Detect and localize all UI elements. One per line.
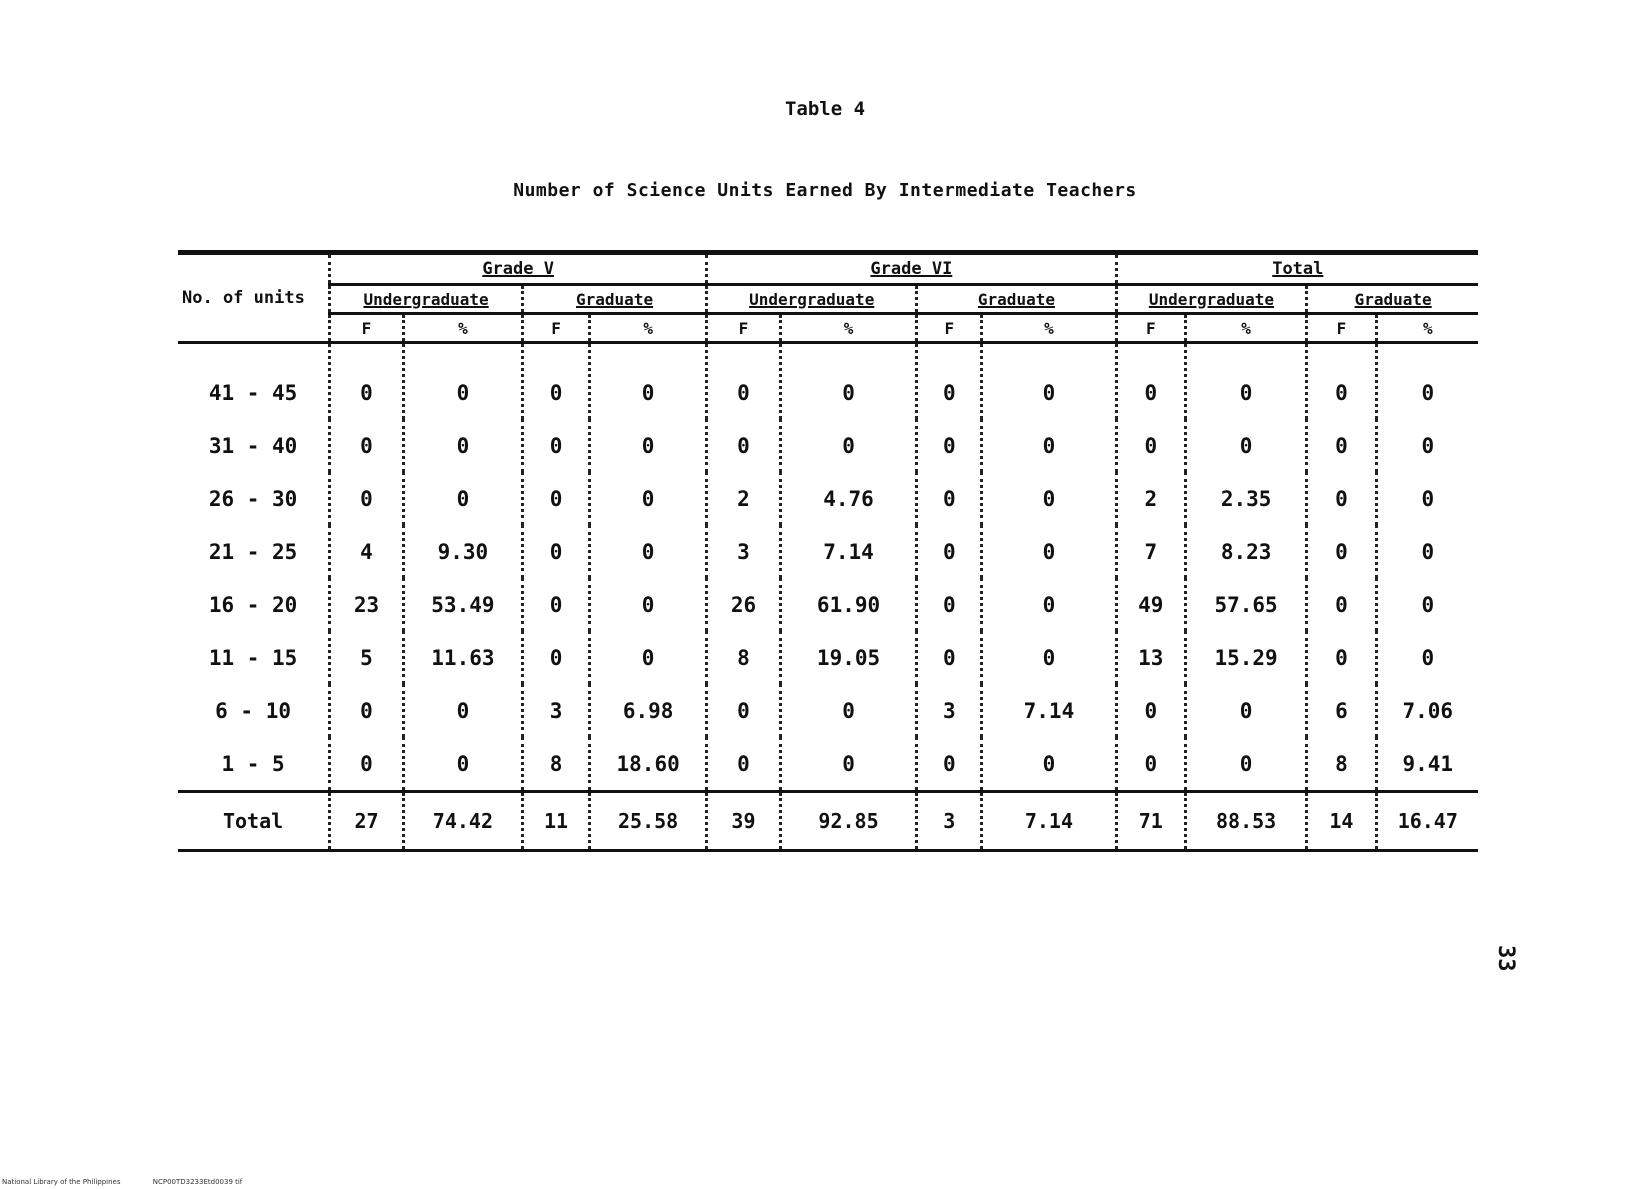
- frequency-cell: 0: [917, 578, 982, 631]
- header-level-row: [178, 285, 1478, 314]
- subheader-percent: %: [780, 314, 916, 343]
- frequency-cell: 2: [707, 472, 781, 525]
- group-header-grade-vi: Grade VI: [707, 253, 1116, 285]
- percent-cell: 0: [1185, 343, 1306, 420]
- percent-cell: 0: [780, 737, 916, 792]
- units-table: [178, 250, 1478, 852]
- percent-cell: 0: [590, 343, 707, 420]
- subheader-percent: %: [403, 314, 522, 343]
- table-row: [178, 737, 1478, 792]
- percent-cell: 4.76: [780, 472, 916, 525]
- percent-cell: 16.47: [1376, 792, 1478, 851]
- percent-cell: 7.14: [982, 792, 1116, 851]
- subheader-frequency: F: [522, 314, 589, 343]
- frequency-cell: 0: [1307, 343, 1376, 420]
- units-range-cell: 1 - 5: [221, 751, 285, 776]
- level-header-graduate: Graduate: [917, 285, 1116, 314]
- frequency-cell: 23: [330, 578, 404, 631]
- percent-cell: 0: [590, 578, 707, 631]
- percent-cell: 88.53: [1185, 792, 1306, 851]
- percent-cell: 0: [982, 631, 1116, 684]
- percent-cell: 74.42: [403, 792, 522, 851]
- percent-cell: 6.98: [590, 684, 707, 737]
- percent-cell: 0: [403, 737, 522, 792]
- frequency-cell: 71: [1116, 792, 1185, 851]
- units-range-cell: 41 - 45: [208, 380, 298, 405]
- frequency-cell: 0: [1307, 419, 1376, 472]
- percent-cell: 9.30: [403, 525, 522, 578]
- frequency-cell: 0: [330, 737, 404, 792]
- percent-cell: 53.49: [403, 578, 522, 631]
- percent-cell: 0: [1376, 472, 1478, 525]
- frequency-cell: 0: [917, 631, 982, 684]
- header-subcolumn-row: [178, 314, 1478, 343]
- subheader-frequency: F: [707, 314, 781, 343]
- units-range-cell: 31 - 40: [208, 433, 298, 458]
- group-header-total: Total: [1116, 253, 1478, 285]
- units-range-cell: 26 - 30: [208, 486, 298, 511]
- frequency-cell: 0: [917, 419, 982, 472]
- frequency-cell: 2: [1116, 472, 1185, 525]
- header-group-row: [178, 253, 1478, 285]
- frequency-cell: 0: [330, 684, 404, 737]
- frequency-cell: 39: [707, 792, 781, 851]
- percent-cell: 0: [1376, 525, 1478, 578]
- percent-cell: 19.05: [780, 631, 916, 684]
- percent-cell: 0: [1376, 343, 1478, 420]
- percent-cell: 0: [982, 737, 1116, 792]
- frequency-cell: 6: [1307, 684, 1376, 737]
- frequency-cell: 0: [522, 419, 589, 472]
- percent-cell: 0: [590, 525, 707, 578]
- frequency-cell: 0: [917, 525, 982, 578]
- level-header-undergraduate: Undergraduate: [1116, 285, 1307, 314]
- table-row: [178, 578, 1478, 631]
- frequency-cell: 0: [917, 343, 982, 420]
- units-column-header: No. of units: [182, 288, 305, 308]
- percent-cell: 0: [982, 578, 1116, 631]
- percent-cell: 0: [1185, 737, 1306, 792]
- table-row: [178, 343, 1478, 420]
- table-row: [178, 525, 1478, 578]
- percent-cell: 0: [590, 472, 707, 525]
- frequency-cell: 0: [522, 343, 589, 420]
- percent-cell: 11.63: [403, 631, 522, 684]
- footer-code: NCP00TD3233Etd0039 tif: [152, 1178, 243, 1186]
- frequency-cell: 14: [1307, 792, 1376, 851]
- percent-cell: 0: [780, 343, 916, 420]
- table-row: [178, 419, 1478, 472]
- percent-cell: 0: [982, 472, 1116, 525]
- frequency-cell: 0: [522, 472, 589, 525]
- percent-cell: 8.23: [1185, 525, 1306, 578]
- percent-cell: 0: [403, 684, 522, 737]
- frequency-cell: 3: [522, 684, 589, 737]
- frequency-cell: 0: [1116, 343, 1185, 420]
- units-range-cell: 21 - 25: [208, 539, 298, 564]
- frequency-cell: 8: [522, 737, 589, 792]
- table-row: [178, 631, 1478, 684]
- percent-cell: 0: [1185, 419, 1306, 472]
- frequency-cell: 8: [1307, 737, 1376, 792]
- subheader-frequency: F: [330, 314, 404, 343]
- percent-cell: 57.65: [1185, 578, 1306, 631]
- frequency-cell: 0: [707, 737, 781, 792]
- frequency-cell: 0: [1307, 525, 1376, 578]
- percent-cell: 92.85: [780, 792, 916, 851]
- frequency-cell: 26: [707, 578, 781, 631]
- frequency-cell: 7: [1116, 525, 1185, 578]
- percent-cell: 2.35: [1185, 472, 1306, 525]
- percent-cell: 0: [1376, 631, 1478, 684]
- percent-cell: 0: [780, 684, 916, 737]
- level-header-undergraduate: Undergraduate: [707, 285, 917, 314]
- percent-cell: 15.29: [1185, 631, 1306, 684]
- table-row: [178, 472, 1478, 525]
- scan-footer: [2, 1178, 272, 1186]
- subheader-percent: %: [590, 314, 707, 343]
- footer-library: National Library of the Philippines: [2, 1178, 121, 1186]
- percent-cell: 0: [1185, 684, 1306, 737]
- frequency-cell: 0: [917, 472, 982, 525]
- frequency-cell: 27: [330, 792, 404, 851]
- percent-cell: 0: [590, 419, 707, 472]
- subheader-percent: %: [982, 314, 1116, 343]
- frequency-cell: 0: [707, 419, 781, 472]
- frequency-cell: 0: [522, 578, 589, 631]
- percent-cell: 0: [982, 525, 1116, 578]
- percent-cell: 0: [1376, 419, 1478, 472]
- frequency-cell: 0: [330, 472, 404, 525]
- frequency-cell: 0: [330, 343, 404, 420]
- table-row: [178, 684, 1478, 737]
- percent-cell: 7.14: [982, 684, 1116, 737]
- subheader-frequency: F: [1116, 314, 1185, 343]
- units-range-cell: 16 - 20: [208, 592, 298, 617]
- percent-cell: 0: [780, 419, 916, 472]
- frequency-cell: 0: [1116, 419, 1185, 472]
- percent-cell: 0: [403, 472, 522, 525]
- percent-cell: 0: [590, 631, 707, 684]
- percent-cell: 18.60: [590, 737, 707, 792]
- percent-cell: 7.14: [780, 525, 916, 578]
- frequency-cell: 8: [707, 631, 781, 684]
- frequency-cell: 0: [522, 631, 589, 684]
- frequency-cell: 0: [1307, 472, 1376, 525]
- frequency-cell: 0: [1307, 631, 1376, 684]
- frequency-cell: 3: [917, 792, 982, 851]
- frequency-cell: 0: [917, 737, 982, 792]
- units-range-cell: Total: [178, 792, 330, 851]
- frequency-cell: 3: [707, 525, 781, 578]
- frequency-cell: 5: [330, 631, 404, 684]
- frequency-cell: 4: [330, 525, 404, 578]
- percent-cell: 0: [1376, 578, 1478, 631]
- units-range-cell: 6 - 10: [215, 698, 291, 723]
- percent-cell: 9.41: [1376, 737, 1478, 792]
- frequency-cell: 11: [522, 792, 589, 851]
- frequency-cell: 0: [330, 419, 404, 472]
- percent-cell: 61.90: [780, 578, 916, 631]
- percent-cell: 25.58: [590, 792, 707, 851]
- frequency-cell: 49: [1116, 578, 1185, 631]
- level-header-undergraduate: Undergraduate: [330, 285, 523, 314]
- percent-cell: 0: [403, 419, 522, 472]
- frequency-cell: 0: [707, 684, 781, 737]
- subheader-percent: %: [1376, 314, 1478, 343]
- table-label: Table 4: [784, 98, 866, 120]
- frequency-cell: 3: [917, 684, 982, 737]
- subheader-percent: %: [1185, 314, 1306, 343]
- group-header-grade-v: Grade V: [330, 253, 707, 285]
- frequency-cell: 0: [1116, 684, 1185, 737]
- level-header-graduate: Graduate: [522, 285, 706, 314]
- frequency-cell: 13: [1116, 631, 1185, 684]
- percent-cell: 0: [982, 343, 1116, 420]
- subheader-frequency: F: [917, 314, 982, 343]
- frequency-cell: 0: [1116, 737, 1185, 792]
- subheader-frequency: F: [1307, 314, 1376, 343]
- level-header-graduate: Graduate: [1307, 285, 1478, 314]
- table-title: Number of Science Units Earned By Intermediate Teachers: [513, 180, 1137, 201]
- percent-cell: 0: [982, 419, 1116, 472]
- frequency-cell: 0: [1307, 578, 1376, 631]
- percent-cell: 7.06: [1376, 684, 1478, 737]
- frequency-cell: 0: [707, 343, 781, 420]
- units-range-cell: 11 - 15: [208, 645, 298, 670]
- percent-cell: 0: [403, 343, 522, 420]
- frequency-cell: 0: [522, 525, 589, 578]
- table-body: [178, 343, 1478, 851]
- total-row: [178, 792, 1478, 851]
- page-number: 33: [1493, 945, 1518, 972]
